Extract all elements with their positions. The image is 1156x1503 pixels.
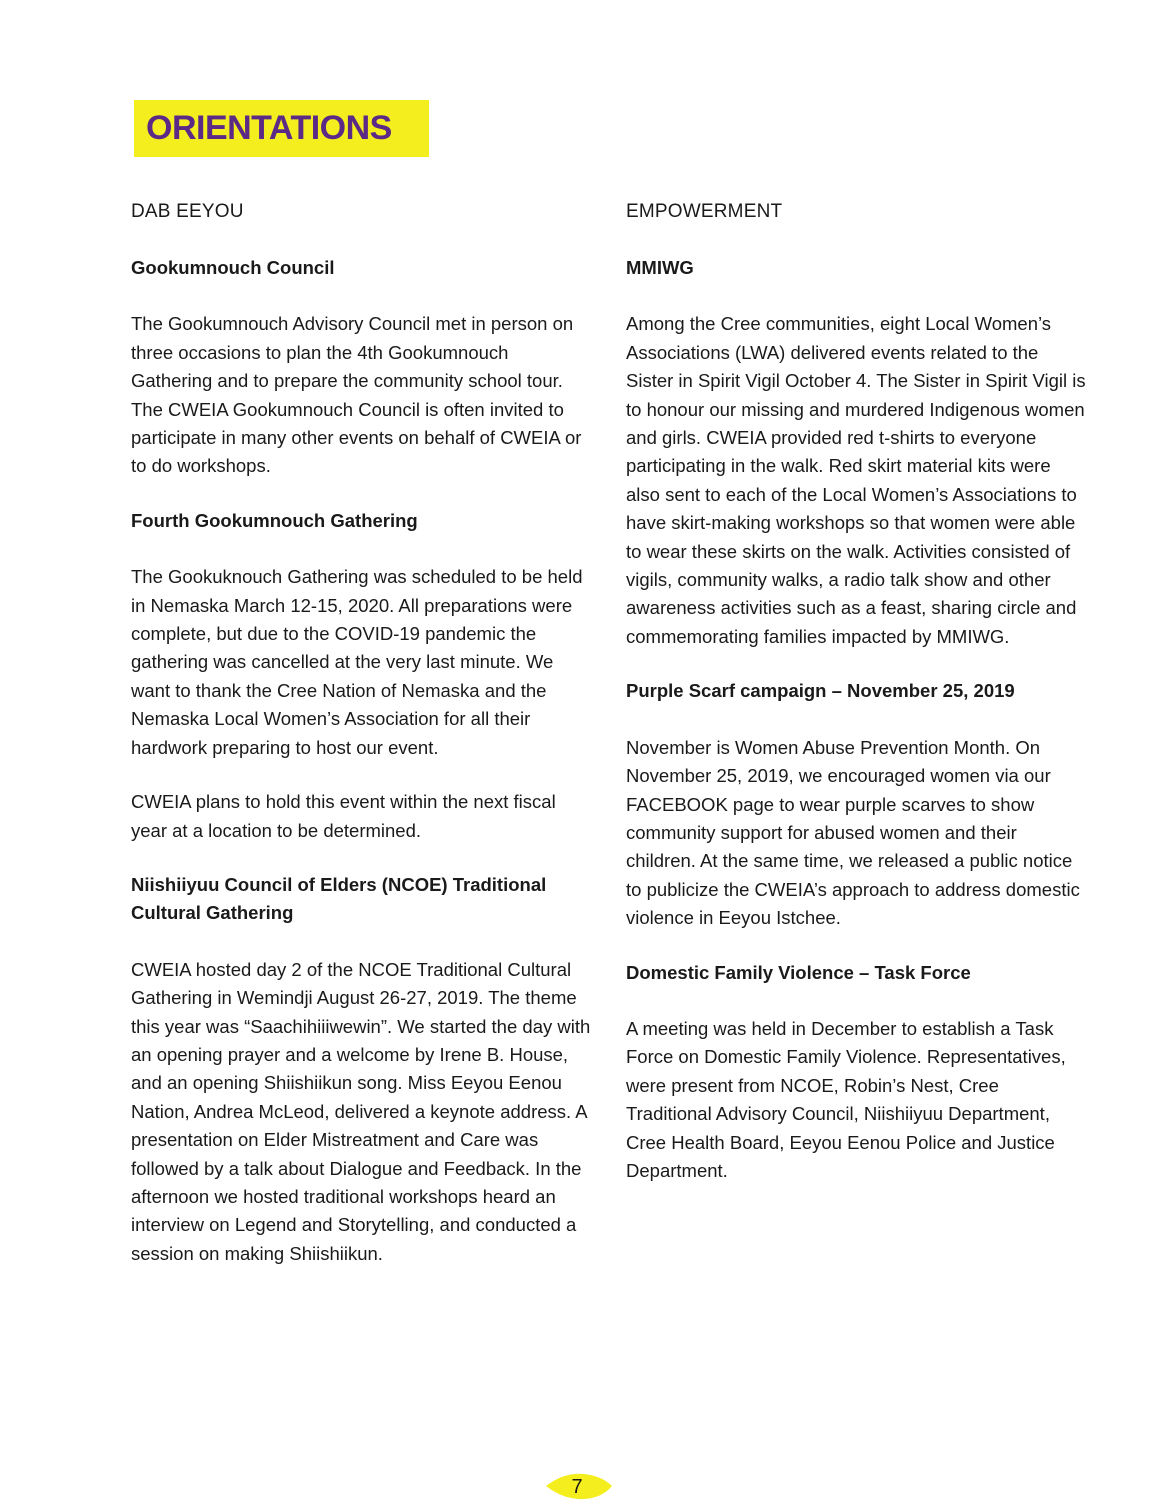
paragraph-domestic-violence: A meeting was held in December to establish a Task Force on Domestic Family Violence. Representatives, were present from NCOE, Robin’s Nest, Cree Traditional Advisory Council, Niishiiyuu Department, Cree Health Board, Eeyou Eenou Police and Justice Department.: [626, 1017, 1066, 1181]
page-number: [544, 1470, 614, 1503]
page-title-text: ORIENTATIONS: [146, 109, 392, 147]
page-title: [134, 100, 429, 157]
subheading-fourth-gathering: Fourth Gookumnouch Gathering: [131, 509, 418, 531]
subheading-mmiwg: MMIWG: [626, 257, 694, 278]
paragraph-gookumnouch-council: The Gookumnouch Advisory Council met in person on three occasions to plan the 4th Gookumnouch Gathering and to prepare the community school tour. The CWEIA Gookumnouch Council is often invited to participate in many other events on behalf of CWEIA or to do workshops.: [131, 313, 582, 477]
paragraph-mmiwg: Among the Cree communities, eight Local Women’s Associations (LWA) delivered events related to the Sister in Spirit Vigil October 4. The Sister in Spirit Vigil is to honour our missing and murdered Indigenous women and girls. CWEIA provided red t-shirts to everyone participating in the walk. Red skirt material kits were also sent to each of the Local Women’s Associations to have skirt-making workshops so that women were able to wear these skirts on the walk. Activities consisted of vigils, community walks, a radio talk show and other awareness activities such as a feast, sharing circle and commemorating families impacted by MMIWG.: [626, 313, 1086, 647]
paragraph-fourth-gathering: The Gookuknouch Gathering was scheduled to be held in Nemaska March 12-15, 2020. All preparations were complete, but due to the COVID-19 pandemic the gathering was cancelled at the very last minute. We want to thank the Cree Nation of Nemaska and the Nemaska Local Women’s Association for all their hardwork preparing to host our event.: [131, 566, 583, 758]
page-number-text: 7: [571, 1476, 583, 1498]
subheading-purple-scarf: Purple Scarf campaign – November 25, 2019: [626, 680, 1015, 702]
subheading-ncoe-gathering: Niishiiyuu Council of Elders (NCOE) Traditional Cultural Gathering: [131, 873, 547, 924]
subheading-gookumnouch-council: Gookumnouch Council: [131, 257, 335, 278]
paragraph-purple-scarf: November is Women Abuse Prevention Month. On November 25, 2019, we encouraged women via our FACEBOOK page to wear purple scarves to show community support for abused women and their children. At the same time, we released a public notice to publicize the CWEIA’s approach to address domestic violence in Eeyou Istchee.: [626, 736, 1080, 929]
right-column: [626, 198, 1086, 1211]
subheading-domestic-violence: Domestic Family Violence – Task Force: [626, 961, 971, 983]
paragraph-ncoe-gathering: CWEIA hosted day 2 of the NCOE Traditional Cultural Gathering in Wemindji August 26-27, 2019. The theme this year was “Saachihiiiwewin”. We started the day with an opening prayer and a welcome by Irene B. House, and an opening Shiishiikun song. Miss Eeyou Eenou Nation, Andrea McLeod, delivered a keynote address. A presentation on Elder Mistreatment and Care was followed by a talk about Dialogue and Feedback. In the afternoon we hosted traditional workshops heard an interview on Legend and Storytelling, and conducted a session on making Shiishiikun.: [131, 958, 591, 1264]
paragraph-next-fiscal-year: CWEIA plans to hold this event within the next fiscal year at a location to be determined.: [131, 791, 556, 841]
section-heading-empowerment: EMPOWERMENT: [626, 201, 783, 222]
left-column: [131, 198, 591, 1294]
section-heading-dab-eeyou: DAB EEYOU: [131, 201, 244, 222]
